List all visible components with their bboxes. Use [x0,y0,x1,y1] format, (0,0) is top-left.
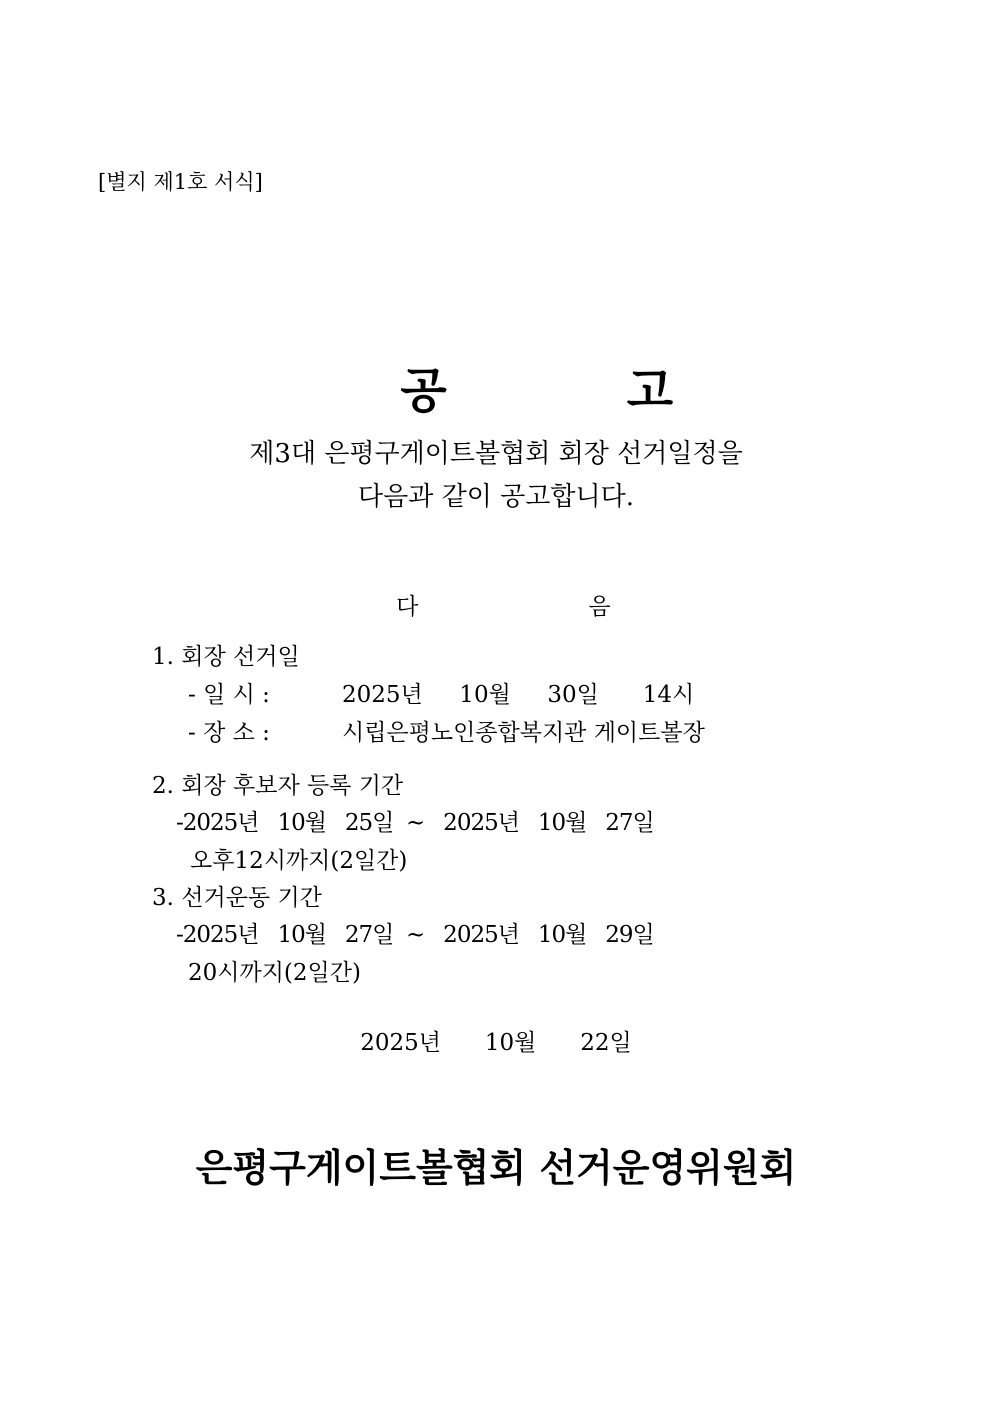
announcement-date: 2025년 10월 22일 [360,1030,632,1056]
form-number-label: [별지 제1호 서식] [98,170,263,194]
next-heading [0,562,992,621]
title-char-right: 고 [626,363,674,419]
intro-line-2: 다음과 같이 공고합니다. [358,482,634,512]
section-1-heading: 1. 회장 선거일 [152,644,300,670]
intro-line-1: 제3대 은평구게이트볼협회 회장 선거일정을 [249,439,743,469]
section-2-detail: 오후12시까지(2일간) [190,848,408,874]
section-2-range: -2025년 10월 25일 ~ 2025년 10월 27일 [176,810,654,836]
section-2-heading: 2. 회장 후보자 등록 기간 [152,773,404,799]
organization-name: 은평구게이트볼협회 선거운영위원회 [195,1145,797,1190]
section-1-date-label: - 일 시 : [188,682,270,708]
section-3-heading: 3. 선거운동 기간 [152,885,322,911]
section-1-place-label: - 장 소 : [188,720,270,746]
document-title [0,296,992,421]
title-char-left: 공 [400,363,447,419]
section-3-range: -2025년 10월 27일 ~ 2025년 10월 29일 [176,922,654,948]
section-1-place-value: 시립은평노인종합복지관 게이트볼장 [342,720,705,746]
next-heading-right: 음 [588,594,611,620]
section-1-date-value: 2025년 10월 30일 14시 [342,682,695,708]
next-heading-left: 다 [396,594,419,620]
section-3-detail: 20시까지(2일간) [188,960,361,986]
